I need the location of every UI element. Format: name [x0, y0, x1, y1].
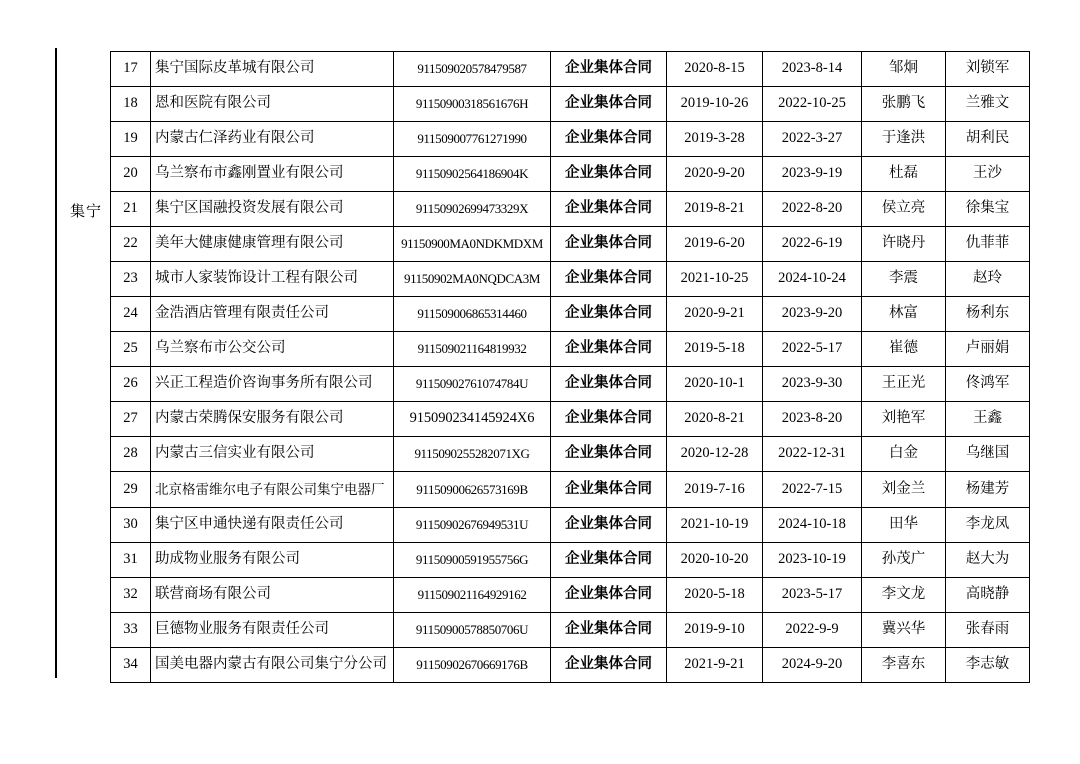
company-name: 助成物业服务有限公司 [151, 543, 394, 578]
party-b-rep: 卢丽娟 [946, 332, 1030, 367]
end-date: 2023-9-30 [763, 367, 862, 402]
contract-type: 企业集体合同 [551, 227, 667, 262]
company-name: 乌兰察布市公交公司 [151, 332, 394, 367]
end-date: 2022-7-15 [763, 472, 862, 508]
company-name: 国美电器内蒙古有限公司集宁分公司 [151, 648, 394, 683]
table-row [111, 402, 1030, 437]
end-date: 2022-10-25 [763, 87, 862, 122]
party-b-rep: 高晓静 [946, 578, 1030, 613]
credit-code: 91150902699473329X [394, 192, 551, 227]
start-date: 2019-9-10 [667, 613, 763, 648]
end-date: 2022-3-27 [763, 122, 862, 157]
start-date: 2020-8-15 [667, 52, 763, 87]
party-a-rep: 刘艳军 [862, 402, 946, 437]
company-name: 金浩酒店管理有限责任公司 [151, 297, 394, 332]
credit-code: 91150900591955756G [394, 543, 551, 578]
start-date: 2020-10-20 [667, 543, 763, 578]
credit-code: 915090234145924X6 [394, 402, 551, 437]
row-index: 20 [111, 157, 151, 192]
end-date: 2023-5-17 [763, 578, 862, 613]
party-a-rep: 孙茂广 [862, 543, 946, 578]
contract-type: 企业集体合同 [551, 648, 667, 683]
table-row [111, 157, 1030, 192]
end-date: 2022-6-19 [763, 227, 862, 262]
start-date: 2020-10-1 [667, 367, 763, 402]
start-date: 2020-5-18 [667, 578, 763, 613]
start-date: 2021-10-19 [667, 508, 763, 543]
company-name: 巨德物业服务有限责任公司 [151, 613, 394, 648]
party-b-rep: 仇菲菲 [946, 227, 1030, 262]
credit-code: 91150902761074784U [394, 367, 551, 402]
company-name: 城市人家装饰设计工程有限公司 [151, 262, 394, 297]
row-index: 29 [111, 472, 151, 508]
end-date: 2022-9-9 [763, 613, 862, 648]
party-b-rep: 徐集宝 [946, 192, 1030, 227]
table-row [111, 613, 1030, 648]
row-index: 32 [111, 578, 151, 613]
party-a-rep: 邹炯 [862, 52, 946, 87]
credit-code: 911509006865314460 [394, 297, 551, 332]
row-index: 33 [111, 613, 151, 648]
table-row [111, 192, 1030, 227]
company-name: 兴正工程造价咨询事务所有限公司 [151, 367, 394, 402]
start-date: 2019-5-18 [667, 332, 763, 367]
party-a-rep: 许晓丹 [862, 227, 946, 262]
start-date: 2020-12-28 [667, 437, 763, 472]
table-row [111, 262, 1030, 297]
row-index: 23 [111, 262, 151, 297]
table-row [111, 122, 1030, 157]
contract-type: 企业集体合同 [551, 297, 667, 332]
end-date: 2023-10-19 [763, 543, 862, 578]
party-b-rep: 赵大为 [946, 543, 1030, 578]
row-index: 17 [111, 52, 151, 87]
end-date: 2022-8-20 [763, 192, 862, 227]
company-name: 恩和医院有限公司 [151, 87, 394, 122]
party-b-rep: 杨建芳 [946, 472, 1030, 508]
start-date: 2020-8-21 [667, 402, 763, 437]
credit-code: 91150900578850706U [394, 613, 551, 648]
contract-type: 企业集体合同 [551, 367, 667, 402]
credit-code: 91150900MA0NDKMDXM [394, 227, 551, 262]
table-row [111, 332, 1030, 367]
row-index: 30 [111, 508, 151, 543]
party-a-rep: 李震 [862, 262, 946, 297]
contract-type: 企业集体合同 [551, 508, 667, 543]
contract-type: 企业集体合同 [551, 122, 667, 157]
contract-type: 企业集体合同 [551, 402, 667, 437]
party-a-rep: 冀兴华 [862, 613, 946, 648]
table-row [111, 437, 1030, 472]
table-row [111, 87, 1030, 122]
company-name: 联营商场有限公司 [151, 578, 394, 613]
party-a-rep: 于逢洪 [862, 122, 946, 157]
credit-code: 91150902670669176B [394, 648, 551, 683]
credit-code: 911509020578479587 [394, 52, 551, 87]
table-row [111, 648, 1030, 683]
credit-code: 91150900318561676H [394, 87, 551, 122]
table-row [111, 508, 1030, 543]
party-a-rep: 杜磊 [862, 157, 946, 192]
party-b-rep: 赵玲 [946, 262, 1030, 297]
start-date: 2019-7-16 [667, 472, 763, 508]
party-a-rep: 张鹏飞 [862, 87, 946, 122]
party-b-rep: 胡利民 [946, 122, 1030, 157]
contract-type: 企业集体合同 [551, 472, 667, 508]
contract-type: 企业集体合同 [551, 52, 667, 87]
contracts-table [110, 51, 1030, 683]
party-a-rep: 白金 [862, 437, 946, 472]
contract-type: 企业集体合同 [551, 578, 667, 613]
contracts-table-wrapper [110, 51, 1030, 683]
party-a-rep: 田华 [862, 508, 946, 543]
start-date: 2021-9-21 [667, 648, 763, 683]
table-row [111, 297, 1030, 332]
company-name: 内蒙古荣腾保安服务有限公司 [151, 402, 394, 437]
party-a-rep: 林富 [862, 297, 946, 332]
end-date: 2022-12-31 [763, 437, 862, 472]
contract-type: 企业集体合同 [551, 613, 667, 648]
row-index: 24 [111, 297, 151, 332]
credit-code: 911509007761271990 [394, 122, 551, 157]
contract-type: 企业集体合同 [551, 543, 667, 578]
party-a-rep: 李文龙 [862, 578, 946, 613]
credit-code: 9115090255282071XG [394, 437, 551, 472]
row-index: 34 [111, 648, 151, 683]
end-date: 2023-8-14 [763, 52, 862, 87]
end-date: 2023-8-20 [763, 402, 862, 437]
row-index: 22 [111, 227, 151, 262]
start-date: 2019-6-20 [667, 227, 763, 262]
start-date: 2021-10-25 [667, 262, 763, 297]
company-name: 集宁区国融投资发展有限公司 [151, 192, 394, 227]
company-name: 集宁国际皮革城有限公司 [151, 52, 394, 87]
company-name: 美年大健康健康管理有限公司 [151, 227, 394, 262]
party-b-rep: 刘锁军 [946, 52, 1030, 87]
row-index: 21 [111, 192, 151, 227]
end-date: 2024-10-24 [763, 262, 862, 297]
row-index: 28 [111, 437, 151, 472]
end-date: 2023-9-19 [763, 157, 862, 192]
row-index: 19 [111, 122, 151, 157]
party-b-rep: 李志敏 [946, 648, 1030, 683]
party-b-rep: 王沙 [946, 157, 1030, 192]
credit-code: 91150900626573169B [394, 472, 551, 508]
start-date: 2019-8-21 [667, 192, 763, 227]
start-date: 2020-9-20 [667, 157, 763, 192]
contracts-table-body [111, 52, 1030, 683]
end-date: 2022-5-17 [763, 332, 862, 367]
credit-code: 91150902676949531U [394, 508, 551, 543]
table-row [111, 367, 1030, 402]
credit-code: 911509021164929162 [394, 578, 551, 613]
party-a-rep: 李喜东 [862, 648, 946, 683]
table-row [111, 472, 1030, 508]
party-b-rep: 兰雅文 [946, 87, 1030, 122]
company-name: 内蒙古仁泽药业有限公司 [151, 122, 394, 157]
company-name: 乌兰察布市鑫刚置业有限公司 [151, 157, 394, 192]
contract-type: 企业集体合同 [551, 87, 667, 122]
company-name: 集宁区申通快递有限责任公司 [151, 508, 394, 543]
row-group-label: 集宁 [69, 203, 102, 220]
table-row [111, 227, 1030, 262]
end-date: 2024-10-18 [763, 508, 862, 543]
party-b-rep: 李龙凤 [946, 508, 1030, 543]
contract-type: 企业集体合同 [551, 437, 667, 472]
party-a-rep: 刘金兰 [862, 472, 946, 508]
party-b-rep: 杨利东 [946, 297, 1030, 332]
party-a-rep: 崔德 [862, 332, 946, 367]
row-index: 25 [111, 332, 151, 367]
party-b-rep: 佟鸿军 [946, 367, 1030, 402]
party-b-rep: 张春雨 [946, 613, 1030, 648]
party-a-rep: 王正光 [862, 367, 946, 402]
credit-code: 91150902564186904K [394, 157, 551, 192]
start-date: 2020-9-21 [667, 297, 763, 332]
contract-type: 企业集体合同 [551, 192, 667, 227]
end-date: 2024-9-20 [763, 648, 862, 683]
party-a-rep: 侯立亮 [862, 192, 946, 227]
row-index: 26 [111, 367, 151, 402]
company-name: 内蒙古三信实业有限公司 [151, 437, 394, 472]
company-name: 北京格雷维尔电子有限公司集宁电器厂 [151, 472, 394, 508]
credit-code: 911509021164819932 [394, 332, 551, 367]
contract-type: 企业集体合同 [551, 157, 667, 192]
row-index: 31 [111, 543, 151, 578]
start-date: 2019-10-26 [667, 87, 763, 122]
party-b-rep: 王鑫 [946, 402, 1030, 437]
end-date: 2023-9-20 [763, 297, 862, 332]
table-row [111, 52, 1030, 87]
row-index: 27 [111, 402, 151, 437]
table-row [111, 578, 1030, 613]
row-index: 18 [111, 87, 151, 122]
table-row [111, 543, 1030, 578]
contract-type: 企业集体合同 [551, 332, 667, 367]
page-margin-rule [55, 48, 57, 678]
start-date: 2019-3-28 [667, 122, 763, 157]
contract-type: 企业集体合同 [551, 262, 667, 297]
party-b-rep: 乌继国 [946, 437, 1030, 472]
credit-code: 91150902MA0NQDCA3M [394, 262, 551, 297]
